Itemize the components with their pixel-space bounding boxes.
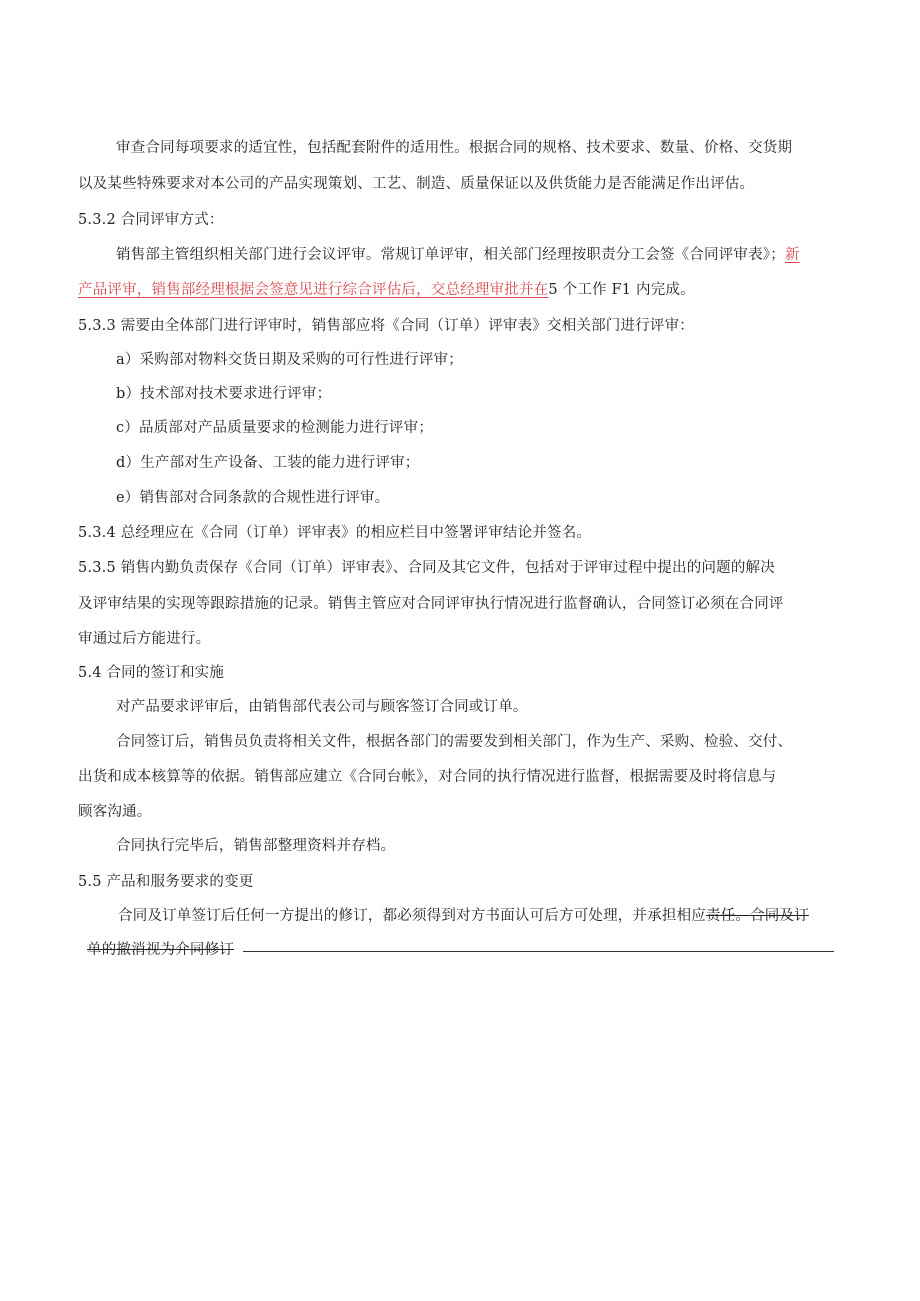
section-5-4-heading: 5.4 合同的签订和实施	[78, 665, 225, 681]
new-product-review-text: 新	[784, 247, 800, 263]
list-item-a: a）采购部对物料交货日期及采购的可行性进行评审；	[116, 352, 463, 368]
new-product-review-continued: 产品评审，销售部经理根据会签意见进行综合评估后，交总经理审批并在	[78, 282, 549, 298]
section-5-3-4: 5.3.4 总经理应在《合同（订单）评审表》的相应栏目中签署评审结论并签名。	[78, 525, 592, 541]
section-5-4-paragraph-2-line-3: 顾客沟通。	[78, 804, 152, 820]
review-content-line-2: 以及某些特殊要求对本公司的产品实现策划、工艺、制造、质量保证以及供货能力是否能满足作出评估。	[78, 176, 755, 192]
section-5-3-2-line-2	[78, 280, 695, 300]
section-5-4-paragraph-2-line-1: 合同签订后，销售员负责将相关文件，根据各部门的需要发到相关部门，作为生产、采购、检验、交付、	[116, 734, 793, 750]
review-deadline-text: 5 个工作 F1 内完成。	[548, 282, 695, 298]
section-5-3-3-heading: 5.3.3 需要由全体部门进行评审时，销售部应将《合同（订单）评审表》交相关部门进行评审：	[78, 318, 694, 334]
review-content-line-1: 审查合同每项要求的适宜性，包括配套附件的适用性。根据合同的规格、技术要求、数量、价格、交货期	[116, 140, 793, 156]
deleted-text-continued: 单的撤消视为介同修订	[87, 942, 234, 958]
list-item-c: c）品质部对产品质量要求的检测能力进行评审；	[116, 420, 434, 436]
section-5-3-2-heading: 5.3.2 合同评审方式：	[78, 212, 224, 228]
section-5-3-5-line-1: 5.3.5 销售内勤负责保存《合同（订单）评审表》、合同及其它文件，包括对于评审过程中提出的问题的解决	[78, 560, 775, 576]
list-item-d: d）生产部对生产设备、工装的能力进行评审；	[116, 455, 420, 471]
section-5-4-paragraph-1: 对产品要求评审后，由销售部代表公司与顾客签订合同或订单。	[116, 699, 528, 715]
list-item-e: e）销售部对合同条款的合规性进行评审。	[116, 490, 390, 506]
section-5-3-5-line-2: 及评审结果的实现等跟踪措施的记录。销售主管应对合同评审执行情况进行监督确认，合同签订必须在合同评	[78, 596, 784, 612]
list-item-b: b）技术部对技术要求进行评审；	[116, 386, 332, 402]
section-5-5-heading: 5.5 产品和服务要求的变更	[78, 874, 254, 890]
deleted-text: 责任。合同及订	[706, 908, 809, 924]
review-method-text: 销售部主管组织相关部门进行会议评审。常规订单评审，相关部门经理按职责分工会签《合同评审表》；	[116, 247, 785, 263]
section-5-5-line-1	[118, 906, 809, 926]
section-5-3-2-line-1	[116, 245, 800, 265]
amendment-text: 合同及订单签订后任何一方提出的修订，都必须得到对方书面认可后方可处理，并承担相应	[118, 908, 706, 924]
section-5-5-line-2	[87, 940, 234, 960]
section-5-4-paragraph-2-line-2: 出货和成本核算等的依据。销售部应建立《合同台帐》，对合同的执行情况进行监督，根据需要及时将信息与	[78, 769, 777, 785]
section-5-4-paragraph-3: 合同执行完毕后，销售部整理资料并存档。	[116, 838, 396, 854]
section-5-3-5-line-3: 审通过后方能进行。	[78, 631, 211, 647]
revision-rule	[243, 951, 834, 952]
